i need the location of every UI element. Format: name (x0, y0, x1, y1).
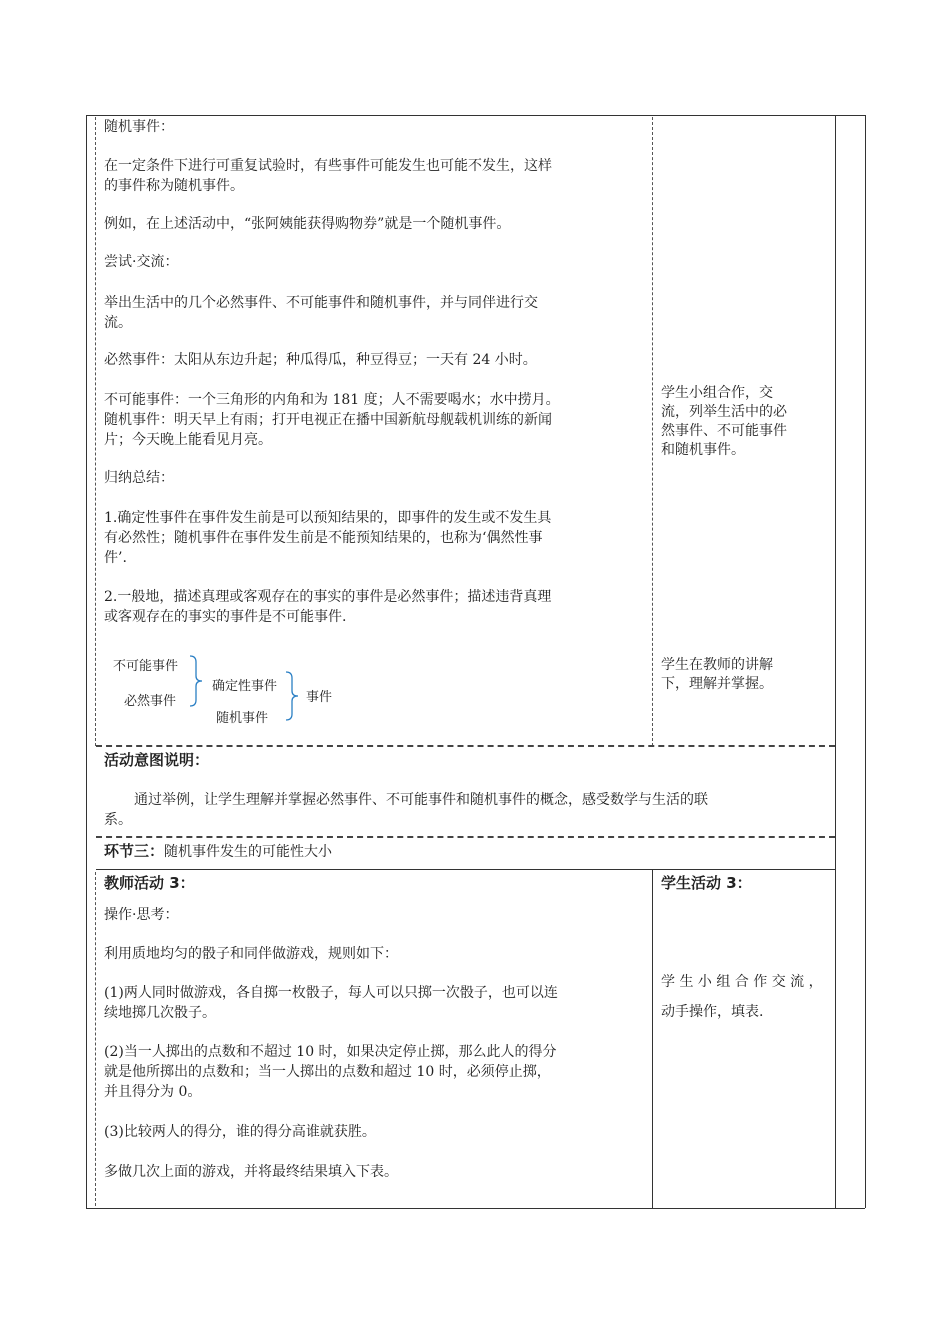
random-event-definition-1: 在一定条件下进行可重复试验时，有些事件可能发生也可能不发生，这样 (104, 158, 552, 174)
diagram-brace-right (284, 670, 300, 722)
rule-1-line-1: (1)两人同时做游戏，各自掷一枚骰子，每人可以只掷一次骰子，也可以连 (104, 985, 558, 1001)
random-event-definition-2: 的事件称为随机事件。 (104, 178, 244, 194)
diagram-event: 事件 (306, 690, 333, 705)
operation-think-title: 操作·思考： (104, 907, 179, 923)
summary-point-1-line-3: 件’. (104, 550, 127, 566)
game-intro: 利用质地均匀的骰子和同伴做游戏，规则如下： (104, 946, 398, 962)
student-note-1-line-4: 和随机事件。 (661, 442, 745, 458)
diagram-impossible-event: 不可能事件 (113, 659, 179, 674)
intent-text-line-1: 通过举例，让学生理解并掌握必然事件、不可能事件和随机事件的概念，感受数学与生活的联 (134, 792, 708, 808)
separator-intent (96, 745, 835, 747)
certain-event-examples: 必然事件：太阳从东边升起；种瓜得瓜，种豆得豆；一天有 24 小时。 (104, 352, 537, 368)
table-top-border (86, 115, 865, 116)
teacher-activity-3-title: 教师活动 3： (104, 874, 195, 892)
random-event-example: 例如，在上述活动中，“张阿姨能获得购物券”就是一个随机事件。 (104, 216, 511, 232)
diagram-certain-event: 必然事件 (124, 694, 177, 709)
student-column-border-top (652, 117, 653, 746)
rule-2-line-3: 并且得分为 0。 (104, 1084, 202, 1100)
intent-text-line-2: 系。 (104, 812, 132, 828)
separator-intent-end (96, 836, 835, 838)
table-left-border (86, 115, 87, 1208)
section-3-header (104, 841, 332, 862)
separator-section3 (96, 869, 835, 870)
rule-1-line-2: 续地掷几次骰子。 (104, 1005, 216, 1021)
table-bottom-border (86, 1208, 865, 1209)
intent-title: 活动意图说明： (104, 751, 210, 769)
diagram-brace-left (188, 654, 204, 708)
summary-point-1-line-2: 有必然性；随机事件在事件发生前是不能预知结果的，也称为‘偶然性事 (104, 530, 543, 546)
remarks-column-border (835, 115, 836, 1208)
rule-2-line-1: (2)当一人掷出的点数和不超过 10 时，如果决定停止掷，那么此人的得分 (104, 1044, 557, 1060)
diagram-deterministic-event: 确定性事件 (212, 679, 278, 694)
student-note-2-line-1: 学生在教师的讲解 (661, 657, 773, 673)
random-event-examples-2: 片；今天晚上能看见月亮。 (104, 432, 272, 448)
inner-left-border-bottom (95, 872, 96, 1206)
impossible-event-examples: 不可能事件：一个三角形的内角和为 181 度；人不需要喝水；水中捞月。 (104, 392, 560, 408)
student-column-border-bottom (652, 870, 653, 1208)
inner-left-border-top (95, 117, 96, 746)
random-event-examples-1: 随机事件：明天早上有雨；打开电视正在播中国新航母舰载机训练的新闻 (104, 412, 552, 428)
student-activity-3-line-2: 动手操作，填表. (661, 1004, 764, 1020)
summary-point-1-line-1: 1.确定性事件在事件发生前是可以预知结果的，即事件的发生或不发生具 (104, 510, 552, 526)
diagram-random-event: 随机事件 (216, 711, 269, 726)
student-activity-3-title: 学生活动 3： (661, 874, 752, 892)
try-exchange-task-2: 流。 (104, 315, 132, 331)
section-3-title: 随机事件发生的可能性大小 (164, 844, 333, 860)
try-exchange-title: 尝试·交流： (104, 254, 179, 270)
game-closing-instruction: 多做几次上面的游戏，并将最终结果填入下表。 (104, 1164, 398, 1180)
random-event-title: 随机事件： (104, 119, 174, 135)
student-note-1-line-3: 然事件、不可能事件 (661, 423, 787, 439)
student-note-1-line-1: 学生小组合作，交 (661, 385, 773, 401)
section-3-label: 环节三： (104, 842, 165, 860)
student-note-2-line-2: 下，理解并掌握。 (661, 676, 773, 692)
table-right-border (865, 115, 866, 1208)
student-note-1-line-2: 流，列举生活中的必 (661, 404, 787, 420)
summary-point-2-line-2: 或客观存在的事实的事件是不可能事件. (104, 609, 347, 625)
student-activity-3-line-1: 学 生 小 组 合 作 交 流 ， (661, 974, 823, 990)
rule-3: (3)比较两人的得分，谁的得分高谁就获胜。 (104, 1124, 376, 1140)
rule-2-line-2: 就是他所掷出的点数和；当一人掷出的点数和超过 10 时，必须停止掷， (104, 1064, 551, 1080)
try-exchange-task-1: 举出生活中的几个必然事件、不可能事件和随机事件，并与同伴进行交 (104, 295, 538, 311)
summary-title: 归纳总结： (104, 470, 174, 486)
summary-point-2-line-1: 2.一般地，描述真理或客观存在的事实的事件是必然事件；描述违背真理 (104, 589, 552, 605)
